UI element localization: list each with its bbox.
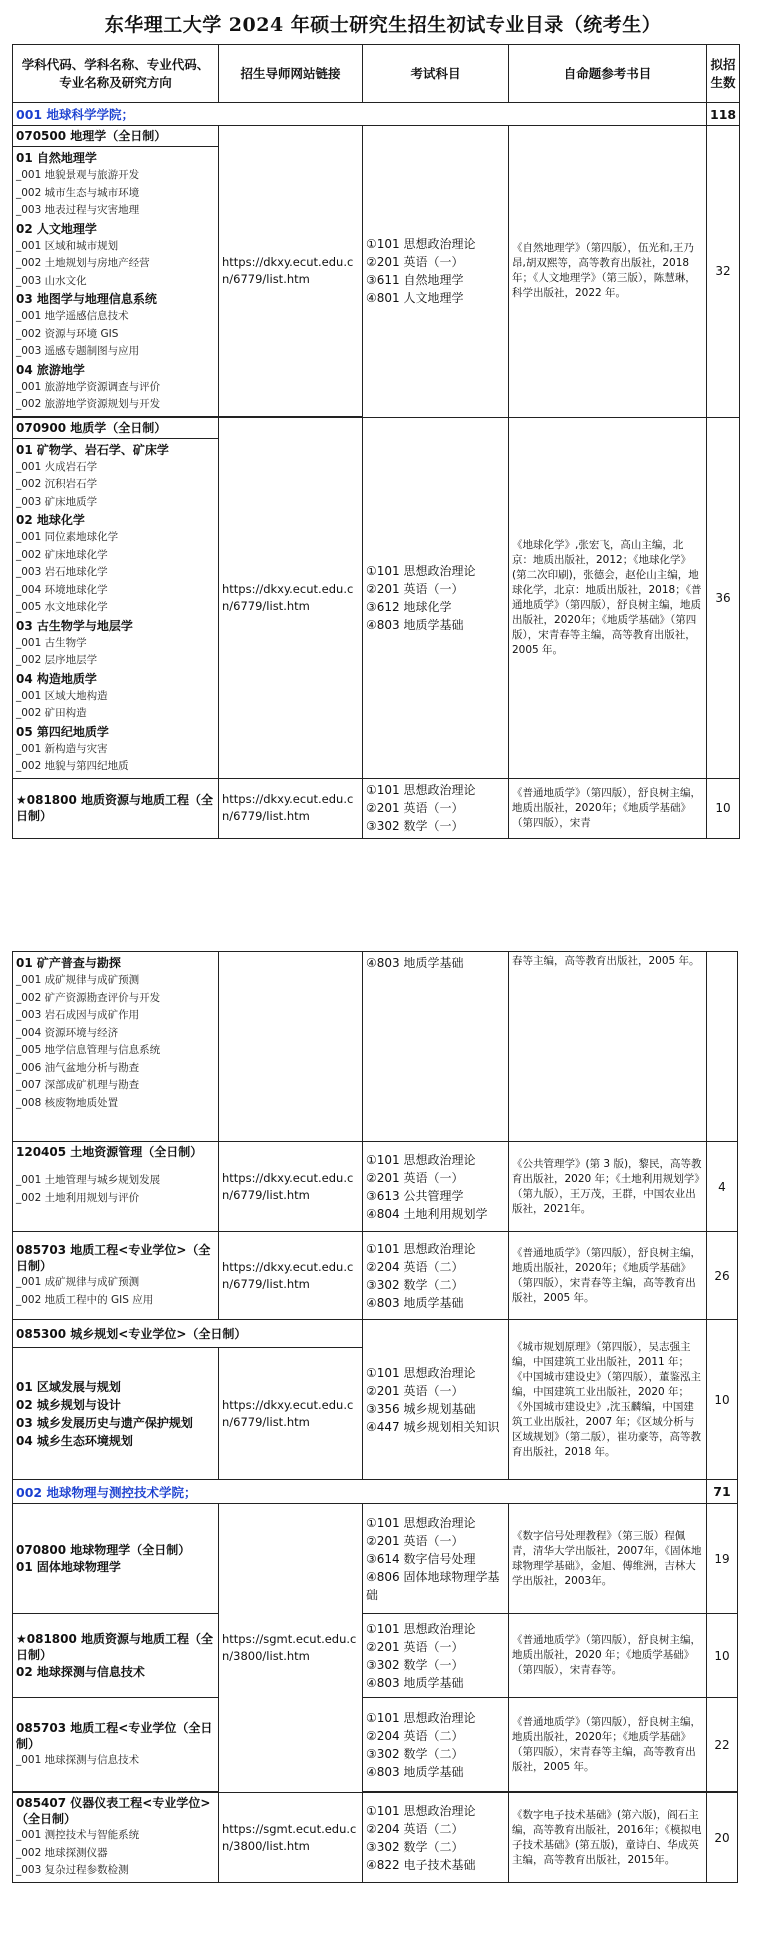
- major-name: 085703 地质工程<专业学位>（全日制）: [16, 1243, 211, 1273]
- direction-item: _001 火成岩石学: [16, 460, 98, 473]
- subject-item: ②201 英语（一）: [366, 581, 464, 596]
- direction-item: _002 土地规划与房地产经营: [16, 257, 150, 269]
- field-name: 02 人文地理学: [16, 221, 97, 236]
- subject-item: ①101 思想政治理论: [366, 1152, 476, 1167]
- field-name: 01 矿产普查与勘探: [16, 956, 121, 970]
- direction-item: _002 矿产资源勘查评价与开发: [16, 991, 161, 1004]
- research-fields: [13, 1504, 219, 1614]
- subject-item: ③612 地球化学: [366, 599, 452, 614]
- tutor-link-text[interactable]: https://sgmt.ecut.edu.cn/3800/list.htm: [222, 1821, 357, 1853]
- direction-item: _003 岩石地球化学: [16, 566, 108, 578]
- direction-item: _001 地貌景观与旅游开发: [16, 169, 140, 181]
- field-name: 02 城乡规划与设计: [16, 1397, 121, 1412]
- reference-books: 《普通地质学》（第四版），舒良树主编，地质出版社，2020年；《地质学基础》（第四版），宋青: [509, 778, 707, 838]
- tutor-link-text[interactable]: https://dkxy.ecut.edu.cn/6779/list.htm: [222, 1259, 354, 1291]
- subject-item: ②201 英语（一）: [366, 1533, 464, 1548]
- enroll-count: 10: [707, 1320, 738, 1480]
- subject-item: ③302 数学（一）: [366, 819, 464, 833]
- school-row-2: [13, 1480, 738, 1504]
- major-name: 085703 地质工程<专业学位（全日制）: [16, 1720, 213, 1751]
- header-discipline: 学科代码、学科名称、专业代码、专业名称及研究方向: [13, 45, 219, 103]
- direction-item: _002 地质工程中的 GIS 应用: [16, 1293, 154, 1306]
- research-fields: [13, 438, 219, 778]
- subject-item: ③302 数学（二）: [366, 1839, 464, 1854]
- direction-item: _002 地球探测仪器: [16, 1846, 108, 1859]
- subject-item: ③611 自然地理学: [366, 273, 464, 288]
- direction-item: _002 旅游地学资源规划与开发: [16, 398, 161, 410]
- direction-item: _008 核废物地质处置: [16, 1096, 119, 1109]
- major-row-geophysics: [13, 1504, 738, 1614]
- school-name: 002 地球物理与测控技术学院；: [13, 1480, 707, 1504]
- direction-item: _002 沉积岩石学: [16, 478, 98, 490]
- exam-subjects: [363, 1142, 509, 1232]
- reference-books: 《公共管理学》(第 3 版)，黎民，高等教育出版社，2020 年；《土地利用规划学》（第九版），王万茂，王群，中国农业出版社，2021年。: [509, 1142, 707, 1232]
- exam-subjects: [363, 126, 509, 418]
- field-name: 02 地球化学: [16, 513, 85, 527]
- subject-item: ②201 英语（一）: [366, 255, 464, 270]
- research-fields: [13, 1698, 219, 1792]
- field-name: 01 自然地理学: [16, 151, 97, 165]
- reference-books: 春等主编，高等教育出版社，2005 年。: [509, 952, 707, 1142]
- tutor-link[interactable]: [219, 417, 363, 778]
- subject-item: ③302 数学（二）: [366, 1746, 464, 1761]
- catalog-table-part-1: [12, 44, 740, 839]
- exam-subjects: [363, 778, 509, 838]
- field-name: 01 矿物学、岩石学、矿床学: [16, 442, 169, 457]
- subject-item: ②201 英语（一）: [366, 1639, 464, 1654]
- major-name: 085407 仪器仪表工程<专业学位>（全日制）: [16, 1796, 211, 1827]
- research-fields: [13, 1614, 219, 1698]
- tutor-link[interactable]: [219, 126, 363, 417]
- enroll-count: 32: [707, 126, 740, 418]
- direction-item: _002 矿床地球化学: [16, 548, 108, 561]
- subject-item: ③614 数字信号处理: [366, 1551, 476, 1566]
- school-name: 001 地球科学学院；: [13, 103, 707, 126]
- empty-link-cell: [219, 952, 363, 1142]
- direction-item: _004 资源环境与经济: [16, 1026, 119, 1039]
- school-count: 71: [707, 1480, 738, 1504]
- major-row-geography: [13, 126, 740, 147]
- enroll-count: 4: [707, 1142, 738, 1232]
- major-name: ★081800 地质资源与地质工程（全日制）: [16, 1631, 214, 1662]
- subject-item: ①101 思想政治理论: [366, 1621, 476, 1636]
- major-name: 070500 地理学（全日制）: [13, 126, 219, 147]
- major-row-urban: [13, 1320, 738, 1348]
- subject-item: ②204 英语（二）: [366, 1821, 464, 1836]
- direction-item: _002 地貌与第四纪地质: [16, 760, 129, 772]
- subject-item: ④801 人文地理学: [366, 291, 464, 306]
- reference-books: 《普通地质学》（第四版），舒良树主编，地质出版社，2020年；《地质学基础》（第四版），宋青春等主编，高等教育出版社，2005 年。: [509, 1232, 707, 1320]
- major-row-instruments: [13, 1793, 738, 1883]
- subject-item: ④803 地质学基础: [366, 1675, 464, 1690]
- direction-item: _002 层序地层学: [16, 654, 98, 666]
- research-fields: [13, 147, 219, 417]
- header-subjects: 考试科目: [363, 45, 509, 103]
- enroll-count: 19: [707, 1504, 738, 1614]
- field-name: 03 古生物学与地层学: [16, 618, 133, 633]
- direction-item: _004 环境地球化学: [16, 583, 108, 596]
- reference-books: 《数字信号处理教程》（第三版）程佩青，清华大学出版社，2007年，《固体地球物理学基础》，金旭、傅维洲，吉林大学出版社，2003年。: [509, 1504, 707, 1614]
- direction-item: _001 区域大地构造: [16, 689, 108, 702]
- enroll-count: 36: [707, 417, 740, 778]
- subject-item: ④803 地质学基础: [366, 617, 464, 632]
- direction-item: _007 深部成矿机理与勘查: [16, 1079, 140, 1091]
- direction-item: _001 古生物学: [16, 636, 87, 649]
- field-name: 03 地图学与地理信息系统: [16, 292, 157, 306]
- major-name: 070800 地球物理学（全日制）: [16, 1542, 191, 1557]
- direction-item: _001 成矿规律与成矿预测: [16, 974, 140, 986]
- subject-item: ④822 电子技术基础: [366, 1857, 476, 1872]
- major-name: 120405 土地资源管理（全日制）: [16, 1145, 203, 1159]
- empty-count-cell: [707, 952, 738, 1142]
- tutor-link[interactable]: [219, 778, 363, 838]
- major-row-resources: [13, 778, 740, 838]
- major-name: ★081800 地质资源与地质工程（全日制）: [13, 778, 219, 838]
- research-fields: [13, 1793, 219, 1883]
- direction-item: _001 地学遥感信息技术: [16, 310, 129, 322]
- direction-item: _005 地学信息管理与信息系统: [16, 1044, 161, 1056]
- subject-item: ④806 固体地球物理学基础: [366, 1569, 500, 1602]
- reference-books: 《地球化学》,张宏飞，高山主编，北京：地质出版社，2012；《地球化学》(第二次印刷)，张德会，赵伦山主编，地球化学，北京：地质出版社，2018；《普通地质学》（第四版），舒良树主编，地质出版社，2020年；《地质学基础》（第四版），宋青春等主编，高等教育出版社，2005 年。: [509, 417, 707, 778]
- tutor-link-text[interactable]: https://sgmt.ecut.edu.cn/3800/list.htm: [222, 1632, 357, 1663]
- subject-item: ②204 英语（二）: [366, 1259, 464, 1274]
- direction-item: _001 土地管理与城乡规划发展: [16, 1174, 161, 1186]
- direction-item: _003 山水文化: [16, 274, 87, 287]
- field-name: 01 区域发展与规划: [16, 1379, 121, 1394]
- subject-item: ①101 思想政治理论: [366, 237, 476, 252]
- reference-books: 《数字电子技术基础》(第六版)，阎石主编，高等教育出版社，2016年；《模拟电子技术基础》(第五版)，童诗白、华成英主编，高等教育出版社，2015年。: [509, 1793, 707, 1883]
- field-name: 01 固体地球物理学: [16, 1559, 121, 1574]
- field-name: 02 地球探测与信息技术: [16, 1664, 145, 1679]
- tutor-link[interactable]: [219, 1504, 363, 1793]
- subject-item: ①101 思想政治理论: [366, 1710, 476, 1725]
- header-count: 拟招生数: [707, 45, 740, 103]
- direction-item: _001 测控技术与智能系统: [16, 1829, 140, 1842]
- subject-item: ④447 城乡规划相关知识: [366, 1419, 500, 1434]
- direction-item: _006 油气盆地分析与勘查: [16, 1061, 140, 1074]
- subject-item: ①101 思想政治理论: [366, 783, 476, 797]
- tutor-link[interactable]: [219, 1232, 363, 1320]
- subject-item: ①101 思想政治理论: [366, 563, 476, 578]
- school-count: 118: [707, 103, 740, 126]
- catalog-table-part-2: [12, 951, 738, 1883]
- table-header-row: [13, 45, 740, 103]
- direction-item: _003 地表过程与灾害地理: [16, 204, 140, 216]
- subject-item: ④803 地质学基础: [366, 956, 464, 970]
- enroll-count: 22: [707, 1698, 738, 1792]
- enroll-count: 26: [707, 1232, 738, 1320]
- major-row-geophysics-engineering: [13, 1698, 738, 1792]
- spacer: [16, 1160, 215, 1172]
- page-title: 东华理工大学 2024 年硕士研究生招生初试专业目录（统考生）: [104, 14, 662, 36]
- exam-subjects: [363, 1793, 509, 1883]
- exam-subjects: [363, 952, 509, 1142]
- exam-subjects: [363, 1698, 509, 1792]
- reference-books: 《城市规划原理》（第四版），吴志强主编，中国建筑工业出版社，2011 年；《中国城市建设史》（第四版），董鉴泓主编，中国建筑工业出版社，2020 年；《外国城市建设史》,沈玉麟编，中国建筑工业出版社，2007 年；《区域分析与区域规划》（第二版），崔功豪等，高等教育出版社，2018 年。: [509, 1320, 707, 1480]
- reference-books: 《普通地质学》（第四版），舒良树主编，地质出版社，2020 年；《地质学基础》（第四版），宋青春等。: [509, 1614, 707, 1698]
- enroll-count: 20: [707, 1793, 738, 1883]
- major-name: 070900 地质学（全日制）: [13, 417, 219, 438]
- header-books: 自命题参考书目: [509, 45, 707, 103]
- direction-item: _001 同位素地球化学: [16, 531, 119, 543]
- major-name: 085300 城乡规划<专业学位>（全日制）: [13, 1320, 363, 1348]
- tutor-link-text[interactable]: https://dkxy.ecut.edu.cn/6779/list.htm: [222, 792, 354, 823]
- subject-item: ①101 思想政治理论: [366, 1803, 476, 1818]
- subject-item: ①101 思想政治理论: [366, 1241, 476, 1256]
- header-link: 招生导师网站链接: [219, 45, 363, 103]
- subject-item: ②201 英语（一）: [366, 1170, 464, 1185]
- direction-item: _003 矿床地质学: [16, 495, 98, 508]
- direction-item: _003 遥感专题制图与应用: [16, 345, 140, 357]
- subject-item: ②201 英语（一）: [366, 801, 464, 815]
- subject-item: ④803 地质学基础: [366, 1764, 464, 1779]
- exam-subjects: [363, 1614, 509, 1698]
- tutor-link-text[interactable]: https://dkxy.ecut.edu.cn/6779/list.htm: [222, 1170, 354, 1202]
- exam-subjects: [363, 1320, 509, 1480]
- direction-item: _002 城市生态与城市环境: [16, 186, 140, 199]
- direction-item: _003 复杂过程参数检测: [16, 1864, 129, 1877]
- subject-item: ③302 数学（一）: [366, 1657, 464, 1672]
- reference-books: 《普通地质学》（第四版），舒良树主编，地质出版社，2020年；《地质学基础》（第四版），宋青春等主编，高等教育出版社，2005 年。: [509, 1698, 707, 1792]
- reference-books: 《自然地理学》（第四版），伍光和,王乃昂,胡双熙等，高等教育出版社，2018 年；《人文地理学》（第三版），陈慧琳，科学出版社，2022 年。: [509, 126, 707, 418]
- direction-item: _001 地球探测与信息技术: [16, 1753, 140, 1766]
- tutor-link-text[interactable]: https://dkxy.ecut.edu.cn/6779/list.htm: [222, 1397, 354, 1429]
- tutor-link-text[interactable]: https://dkxy.ecut.edu.cn/6779/list.htm: [222, 254, 354, 286]
- field-name: 04 城乡生态环境规划: [16, 1433, 133, 1448]
- field-name: 04 旅游地学: [16, 362, 85, 377]
- research-fields: [13, 1348, 219, 1480]
- subject-item: ③613 公共管理学: [366, 1188, 464, 1203]
- exam-subjects: [363, 1504, 509, 1614]
- direction-item: _001 成矿规律与成矿预测: [16, 1276, 140, 1288]
- direction-item: _005 水文地球化学: [16, 601, 108, 613]
- enroll-count: 10: [707, 1614, 738, 1698]
- direction-item: _002 资源与环境 GIS: [16, 327, 119, 340]
- research-fields: [13, 952, 219, 1142]
- subject-item: ④804 土地利用规划学: [366, 1206, 488, 1221]
- subject-item: ①101 思想政治理论: [366, 1515, 476, 1530]
- subject-item: ②201 英语（一）: [366, 1383, 464, 1398]
- direction-item: _002 矿田构造: [16, 707, 87, 719]
- continued-row-resources: [13, 952, 738, 1142]
- field-name: 03 城乡发展历史与遗产保护规划: [16, 1415, 193, 1430]
- research-fields: [13, 1232, 219, 1320]
- major-row-geology: [13, 417, 740, 438]
- direction-item: _001 区域和城市规划: [16, 239, 119, 252]
- exam-subjects: [363, 417, 509, 778]
- major-row-geo-engineering: [13, 1232, 738, 1320]
- direction-item: _001 旅游地学资源调查与评价: [16, 380, 161, 393]
- field-name: 05 第四纪地质学: [16, 724, 109, 739]
- tutor-link[interactable]: [219, 1793, 363, 1883]
- major-row-land: [13, 1142, 738, 1232]
- direction-item: _001 新构造与灾害: [16, 742, 108, 755]
- subject-item: ①101 思想政治理论: [366, 1365, 476, 1380]
- school-row-1: [13, 103, 740, 126]
- tutor-link[interactable]: [219, 1142, 363, 1232]
- subject-item: ②204 英语（二）: [366, 1728, 464, 1743]
- major-row-geophysics-resources: [13, 1614, 738, 1698]
- direction-item: _002 土地利用规划与评价: [16, 1191, 140, 1204]
- subject-item: ③356 城乡规划基础: [366, 1401, 476, 1416]
- enroll-count: 10: [707, 778, 740, 838]
- research-fields: [13, 1142, 219, 1232]
- subject-item: ③302 数学（二）: [366, 1277, 464, 1292]
- field-name: 04 构造地质学: [16, 671, 97, 686]
- exam-subjects: [363, 1232, 509, 1320]
- tutor-link[interactable]: [219, 1348, 363, 1480]
- subject-item: ④803 地质学基础: [366, 1295, 464, 1310]
- tutor-link-text[interactable]: https://dkxy.ecut.edu.cn/6779/list.htm: [222, 581, 354, 613]
- direction-item: _003 岩石成因与成矿作用: [16, 1009, 140, 1021]
